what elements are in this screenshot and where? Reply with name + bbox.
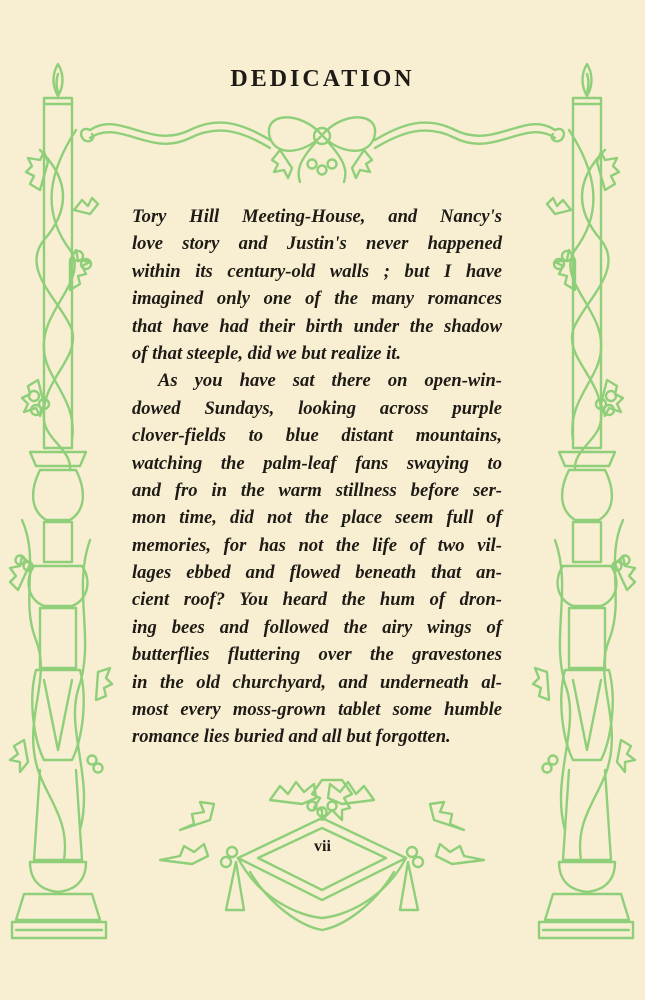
text-line: clover-fields to blue distant mountains,	[132, 425, 502, 447]
text-line: dowed Sundays, looking across purple	[132, 397, 502, 419]
text-line: lages ebbed and flowed beneath that an-	[132, 562, 502, 584]
right-candle-ornament	[533, 64, 635, 938]
top-ribbon-ornament	[81, 117, 564, 182]
text-line: romance lies buried and all but forgotten.	[132, 726, 451, 748]
text-line: cient roof? You heard the hum of dron-	[132, 589, 502, 611]
page-number: vii	[314, 838, 331, 855]
text-line: of that steeple, did we but realize it.	[132, 342, 402, 364]
text-line: watching the palm-leaf fans swaying to	[132, 452, 502, 474]
text-line: As you have sat there on open-win-	[158, 370, 502, 392]
text-line: love story and Justin's never happened	[132, 233, 502, 255]
text-line: in the old churchyard, and underneath al-	[132, 671, 502, 693]
paragraph-2	[132, 367, 502, 750]
text-line: imagined only one of the many romances	[132, 288, 502, 310]
text-line: mon time, did not the place seem full of	[132, 507, 502, 529]
text-line: within its century-old walls ; but I have	[132, 260, 502, 282]
left-candle-ornament	[10, 64, 112, 938]
text-line: and fro in the warm stillness before ser-	[132, 479, 502, 501]
paragraph-1	[132, 203, 502, 367]
text-line: ing bees and followed the airy wings of	[132, 616, 502, 638]
text-line: most every moss-grown tablet some humble	[132, 699, 502, 721]
text-line: memories, for has not the life of two vil-	[132, 534, 502, 556]
text-line: butterflies fluttering over the gravestones	[132, 644, 502, 666]
text-line: that have had their birth under the shadow	[132, 315, 502, 337]
text-line: Tory Hill Meeting-House, and Nancy's	[132, 206, 502, 227]
page-title: DEDICATION	[230, 66, 415, 92]
dedication-text	[132, 203, 502, 751]
